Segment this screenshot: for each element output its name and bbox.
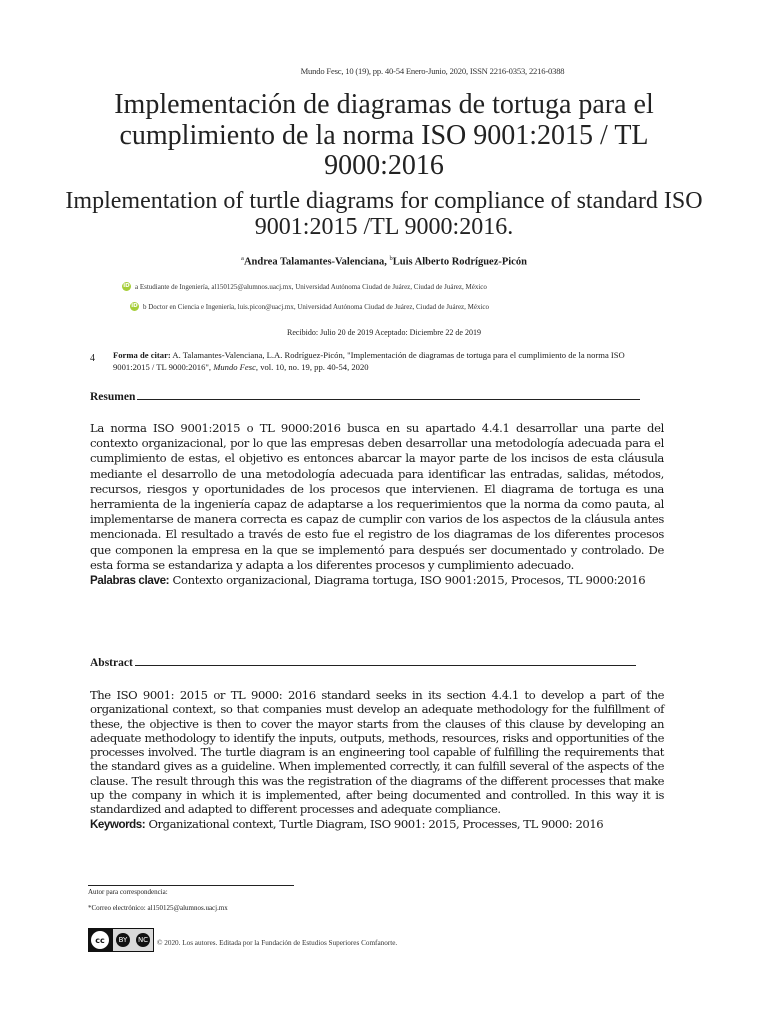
resumen-heading-text: Resumen xyxy=(90,391,136,403)
citation-number: 4 xyxy=(90,353,95,364)
resumen-heading xyxy=(90,391,640,403)
cc-icon: cc xyxy=(91,931,109,949)
author-a[interactable]: Andrea Talamantes-Valenciana, xyxy=(243,256,387,268)
keywords: Organizational context, Turtle Diagram, ISO 9001: 2015, Processes, TL 9000: 2016 xyxy=(145,816,604,831)
resumen-body xyxy=(90,421,664,588)
citation-text: A. Talamantes-Valenciana, L.A. Rodríguez-Picón, "Implementación de diagramas de tortuga para el cumplimiento de la norma ISO 9001:2015 / TL 9000:2016", xyxy=(113,350,625,372)
abstract-text: The ISO 9001: 2015 or TL 9000: 2016 standard seeks in its section 4.4.1 to develop a part of the organizational context, so that companies must develop an adequate methodology for the fulfillment of these, the objective is then to cover the mayor starts from the clauses of this clause by developing an adequate methodology to identify the inputs, outputs, methods, resources, risks and opportunities of the processes involved. The turtle diagram is an engineering tool capable of fulfilling the requirements that the standard gives as a guideline. When implemented correctly, it can fulfill several of the aspects of the clause. The result through this was the registration of the diagrams of the different processes that make up the company in which it is implemented, after being documented and controlled. In this way it is standardized and adapted to different processes and adequate compliance. xyxy=(90,688,664,817)
citation-rest: , vol. 10, no. 19, pp. 40-54, 2020 xyxy=(255,362,369,372)
affiliation-b xyxy=(130,302,489,311)
title-spanish: Implementación de diagramas de tortuga para el cumplimiento de la norma ISO 9001:2015 / TL 9000:2016 xyxy=(114,89,654,181)
cc-attribution-panel xyxy=(112,928,154,952)
citation-block xyxy=(113,349,633,373)
resumen-rule xyxy=(137,399,640,400)
email-note[interactable]: *Correo electrónico: al150125@alumnos.uacj.mx xyxy=(88,904,228,912)
author-b-sup: b xyxy=(389,255,393,262)
abstract-body xyxy=(90,688,664,832)
cc-license-badge[interactable] xyxy=(88,928,154,952)
footnote-rule xyxy=(88,885,294,886)
affiliation-b-text: b Doctor en Ciencia e Ingeniería, luis.picon@uacj.mx, Universidad Autónoma Ciudad de Juárez, Ciudad de Juárez, México xyxy=(143,302,490,311)
by-person-icon: BY xyxy=(116,933,130,947)
authors-line xyxy=(100,255,668,268)
keywords-label: Keywords: xyxy=(90,817,146,831)
cc-logo xyxy=(88,928,112,952)
palabras-clave-label: Palabras clave: xyxy=(90,574,170,588)
abstract-rule xyxy=(135,665,636,666)
orcid-icon[interactable]: iD xyxy=(123,283,130,289)
abstract-heading-text: Abstract xyxy=(90,657,133,669)
correspondence-note: Autor para correspondencia: xyxy=(88,888,168,896)
orcid-icon[interactable]: iD xyxy=(131,303,138,309)
title-english: Implementation of turtle diagrams for compliance of standard ISO 9001:2015 /TL 9000:2016. xyxy=(65,188,703,240)
citation-journal: Mundo Fesc xyxy=(213,362,256,372)
author-a-sup: a xyxy=(241,255,244,262)
resumen-text: La norma ISO 9001:2015 o TL 9000:2016 busca en su apartado 4.4.1 desarrollar una parte del contexto organizacional, por lo que las empresas deben desarrollar una metodología adecuada para el cumplimiento de estas, el objetivo es entonces abarcar la mayor parte de los incisos de esta cláusula mediante el desarrollo de una metodología adecuada para identificar las entradas, salidas, métodos, recursos, riesgos y oportunidades de los procesos que intervienen. El diagrama de tortuga es una herramienta de la ingeniería capaz de adaptarse a los requerimientos que la norma da como pauta, al implementarse de manera correcta es capaz de cumplir con varios de los aspectos de la cláusula antes mencionada. El resultado a través de esto fue el registro de los diagramas de los diferentes procesos que componen la empresa en la que se implementó para después ser documentado y controlado. De esta forma se estandariza y adapta a los diferentes procesos y cumplimiento adecuado. xyxy=(90,421,664,572)
citation-label: Forma de citar: xyxy=(113,350,171,360)
palabras-clave: Contexto organizacional, Diagrama tortuga, ISO 9001:2015, Procesos, TL 9000:2016 xyxy=(169,573,646,588)
affiliation-a xyxy=(122,282,487,291)
abstract-heading xyxy=(90,657,636,669)
journal-header: Mundo Fesc, 10 (19), pp. 40-54 Enero-Junio, 2020, ISSN 2216-0353, 2216-0388 xyxy=(300,66,565,76)
noncommercial-icon: NC xyxy=(136,933,150,947)
received-accepted-dates: Recibido: Julio 20 de 2019 Aceptado: Diciembre 22 de 2019 xyxy=(287,328,481,337)
affiliation-a-text: a Estudiante de Ingeniería, al150125@alumnos.uacj.mx, Universidad Autónoma Ciudad de Juárez, Ciudad de Juárez, México xyxy=(135,282,487,291)
license-text: © 2020. Los autores. Editada por la Fundación de Estudios Superiores Comfanorte. xyxy=(157,939,398,947)
author-b[interactable]: Luis Alberto Rodríguez-Picón xyxy=(392,256,527,268)
